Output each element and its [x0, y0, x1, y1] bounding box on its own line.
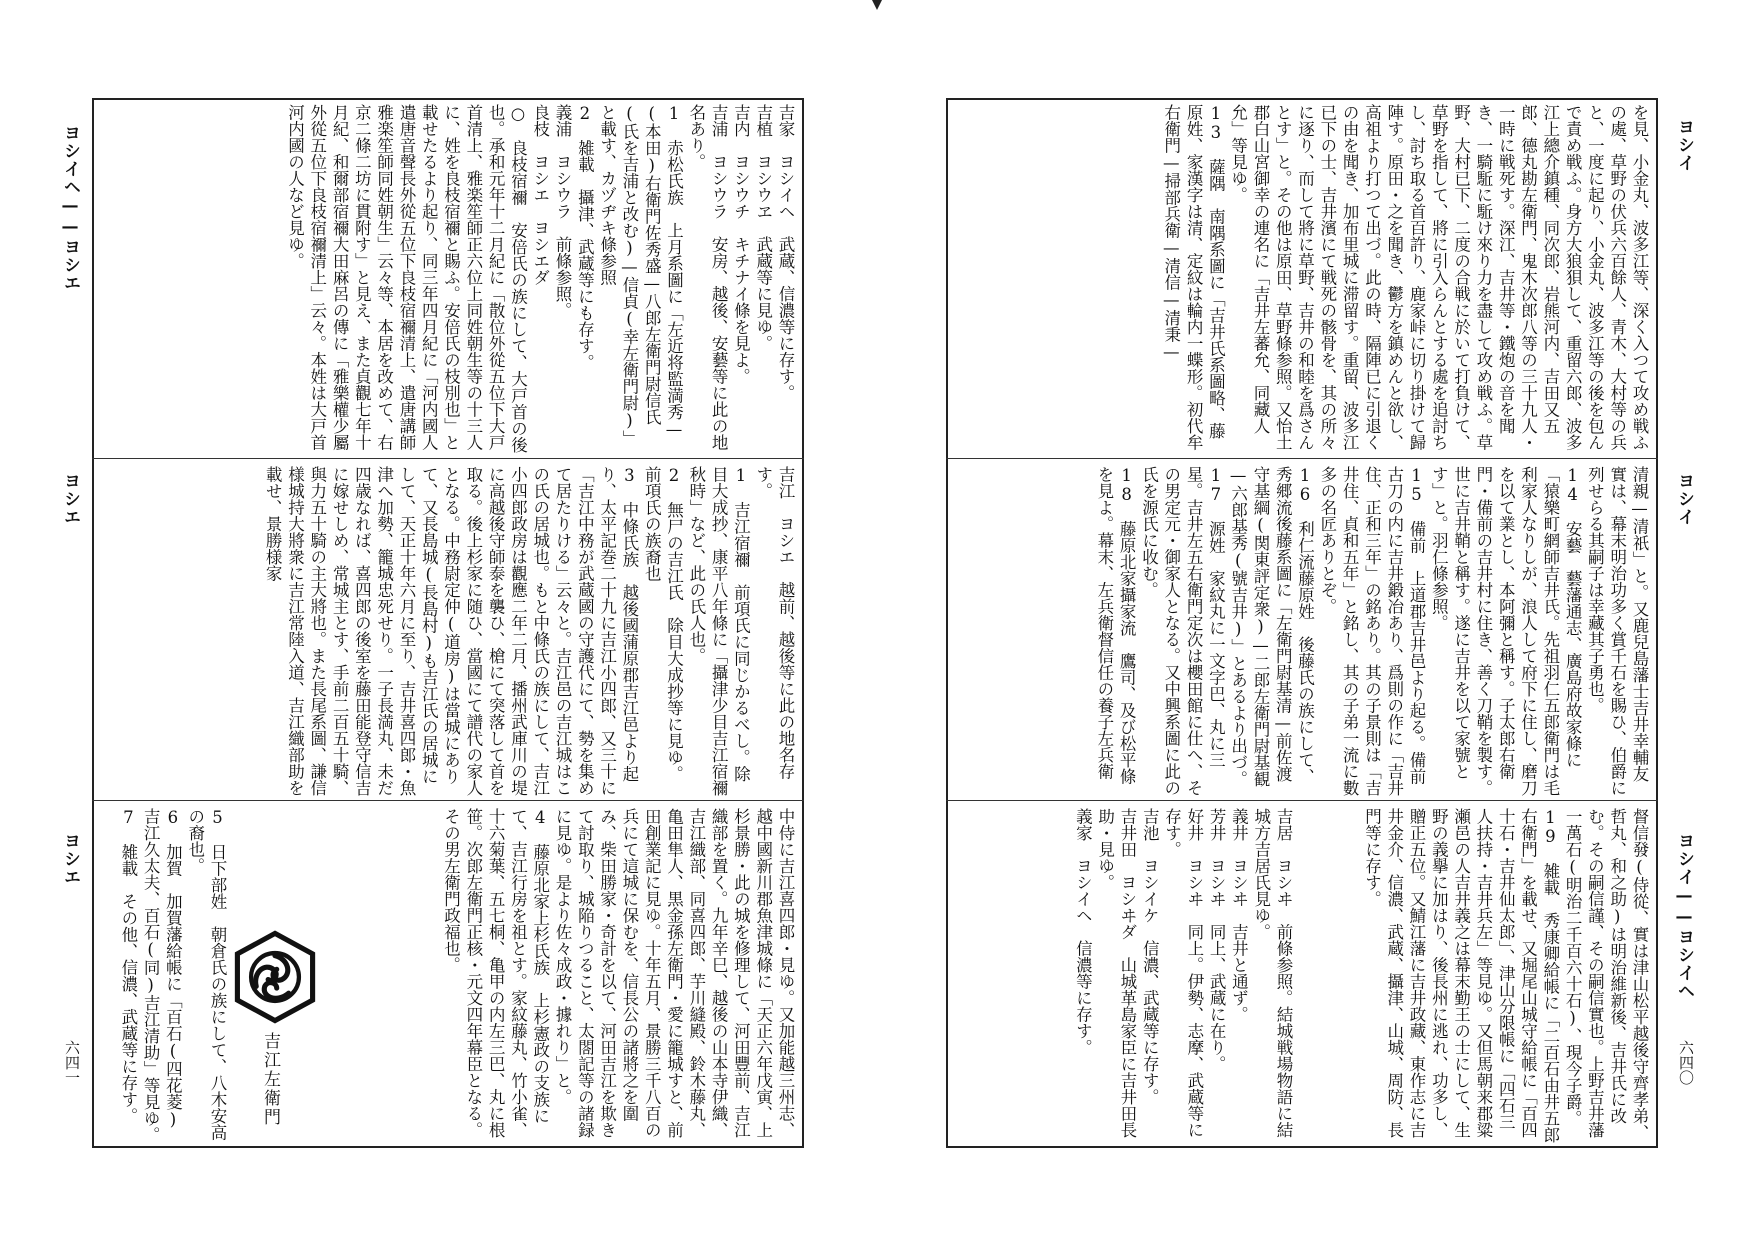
right-band-bottom-end-text: 吉居 ヨシヰ 前條参照。結城戦場物語に結城方吉居氏見ゆ。 義井 ヨシヰ 吉井と通ず。 芳井 ヨシヰ 同上、武蔵に在り。 好井 ヨシヰ 同上。伊勢、志摩、武蔵等に存す。 吉池 ヨシイケ 信濃、武蔵等に存す。 吉井田 ヨシヰダ 山城革島家臣に吉井田長助・見ゆ。 義家 ヨシイヘ 信濃等に存す。	[1073, 808, 1293, 1138]
left-running-header-top: ヨシイヘ——ヨシエ	[60, 124, 80, 292]
family-crest-icon	[232, 930, 318, 1024]
right-running-header-mid: ヨシイ	[1674, 472, 1694, 526]
right-band-bottom-text: 督信發(侍從、實は津山松平越後守齊孝弟、哲丸、和之助)は明治維新後、吉井氏に改む。その嗣信謹、その嗣信實也。上野吉井藩一萬石(明治二千百六十石)、現今子爵。 19 雑載 秀康卿給帳に「二百石由井五郎右衛門」を載せ、又堀尾山城守給帳に「百四十石・吉井仙太郎」、津山分限帳に「四石三人扶持・吉井兵左」等見ゆ。又但馬朝来郡粱瀬邑の人吉井義之は幕末勤王の士にして、生野の義擧に加はり、後長州に逃れ、功多し、贈正五位。又鯖江藩に吉井政藏、東作志に吉井金介、信濃、武蔵、攝津、山城、周防、長門等に存す。	[1362, 808, 1649, 1143]
left-band-bottom-end-text: 5 日下部姓 朝倉氏の族にして、八木安高の裔也。 6 加賀 加賀藩給帳に「百石(四花菱)吉江久太夫、百石(同)吉江清助」等見ゆ。 7 雑載 その他、信濃、武蔵等に存す。	[118, 808, 227, 1143]
left-running-header-bottom: ヨシエ	[60, 832, 80, 886]
right-running-header-top: ヨシイ	[1674, 118, 1694, 172]
right-band-divider-upper	[946, 458, 1658, 459]
right-band-mid-text: 清親—清祇」と。又鹿兒島藩士吉井幸輔友實は、幕末明治功多く賞千石を賜ひ、伯爵に列せらる其嗣子は幸藏其子勇也。 14 安藝 藝藩通志、廣島府故家條に「猿樂町網師吉井氏。先祖羽仁五郎衛門は毛利家人なりしが、浪人して府下に住し、磨刀を以て業とし、本阿彌と稱す。子太郎右衛門・備前の吉井村に住き、善く刀鞘を製す。世に吉井鞘と稱す。遂に吉井を以て家號とす」と。羽仁條参照。 15 備前 上道郡吉井邑より起る。備前古刀の内に吉井鍛冶あり、爲則の作に「吉井住、正和三年」の銘あり。其の子景則は「吉井住、貞和五年」と銘し、其の子弟一流に數多の名匠ありとぞ。 16 利仁流藤原姓 後藤氏の族にして、秀郷流後藤系圖に「左衛門尉基清—前佐渡守基綱(関東評定衆)—二郎左衛門尉基観—六郎基秀(號吉井)」とあるより出づ。 17 源姓 家紋丸に一文字巴、丸に三星。吉井左五右衛門定次は櫻田館に仕へ、その男定元・御家人となる。又中興系圖に此の氏を源氏に收む。 18 藤原北家攝家流 鷹司、及び松平條を見よ。幕末、左兵衛督信任の養子左兵衛	[1094, 466, 1649, 796]
left-band-divider-upper	[92, 458, 804, 459]
fold-mark	[872, 0, 882, 10]
right-running-header-bottom: ヨシイ——ヨシイヘ	[1674, 832, 1694, 1000]
left-running-header-mid: ヨシエ	[60, 472, 80, 526]
right-page-number: 六四〇	[1677, 1040, 1695, 1085]
left-band-mid-text: 吉江 ヨシエ 越前、越後等に此の地名存す。 1 吉江宿禰 前項氏に同じかるべし。除目大成抄、康平八年條に「攝津少目吉江宿禰秋時」など、此の氏人也。 2 無尸の吉江氏 除目大成抄等に見ゆ。前項氏の族裔也 3 中條氏族 越後國蒲原郡吉江邑より起り、太平記巻二十九に吉江小四郎、又三十に「吉江中務が武蔵國の守護代にて、勢を集めて居たりける」云々と。吉江邑の吉江城はこの氏の居城也。もと中條氏の族にして、吉江小四郎政房は觀應二年二月、播州武庫川の堤に高越後守師泰を襲ひ、槍にて突落して首を取る。後上杉家に随ひ、當國にて譜代の家人となる。中務尉定仲(道房)は當城にありて、又長島城(長島村)も吉江氏の居城にして、天正十年六月に至り、吉井喜四郎・魚津へ加勢、籠城忠死せり。一子長満丸、未だ四歳なれば、喜四郎の後室を藤田能登守信吉に嫁せしめ、常城主とす、手前二百五十騎、與力五十騎の主大將也。また長尾系圖、謙信様城持大將衆に吉江常陸入道、吉江織部助を載せ、景勝様家	[263, 466, 795, 796]
left-band-bottom-text: 中侍に吉江喜四郎・見ゆ。又加能越三州志、越中國新川郡魚津城條に「天正六年戊寅、上杉景勝・此の城を修理して、河田豐前、吉江織部を置く。九年辛巳、越後の山本寺伊織、吉江織部、同喜四郎、芋川縫殿、鈴木藤丸、亀田隼人、黒金孫左衛門・愛に籠城すと、前田創業記に見ゆ。十年五月、景勝三千八百の兵にて這城に保むを、信長公の諸將之を圍み、柴田勝家・奇計を以て、河田吉江を欺きて討取り、城陥りつること、太閤記等の諸録に見ゆ。是より佐々成政・據れり」と。 4 藤原北家上杉氏族 上杉憲政の支族にて、吉江行房を祖とす。家紋藤丸、竹小雀、十六菊葉、五七桐、亀甲の内左三巴、丸に根笹。次郎左衛門正核・元文四年幕臣となる。その男左衛門政福也。	[441, 808, 795, 1138]
right-band-divider-lower	[946, 800, 1658, 801]
right-band-top-text: を見、小金丸、波多江等、深く入つて攻め戦ふの處、草野の伏兵六百餘人、青木、大村等の兵と、一度に起り、小金丸、波多江等の後を包んで責め戦ふ。身方大狼狽して、重留六郎、波多江上總介鎮種、同次郎、岩熊河内、吉田又五郎、德丸勘左衛門、鬼木次郎八等の三十九人・一時に戦死す。深江、吉井等・鐵炮の音を聞き、一騎駈に駈け來り力を盡して攻め戦ふ。草野、大村已下、二度の合戦に於いて打負けて、草野を指して、將に引入らんとする處を追討ちし、討ち取る首百許り、鹿家峠に切り掛けて歸陣す。原田・之を聞き、鬱方を鎮めんと欲し、高祖より打つて出づ。此の時、隔陣已に引退くの由を聞き、加布里城に滞留す。重留、波多江已下の士、吉井濱にて戦死の骸骨を、其の所々に逐り、而して將に草野、吉井の和睦を爲さんとす」と。その他は原田、草野條参照。又怡土郡白山宮御幸の連名に「吉井左蕃允、同藏人允」等見ゆ。 13 薩隅 南隅系圖に「吉井氏系圖略、藤原姓、家漢字は清、定紋は輪内一蝶形。初代牟右衛門—掃部兵衛—清信—清秉—	[1161, 104, 1649, 451]
crest-caption: 吉江左衛門	[260, 1032, 280, 1127]
left-band-divider-lower	[92, 800, 804, 801]
left-page-number: 六四一	[63, 1040, 81, 1085]
left-band-top-text: 吉家 ヨシイヘ 武蔵、信濃等に存す。 吉植 ヨシウヱ 武蔵等に見ゆ。 吉内 ヨシウチ キチナイ條を見よ。 吉浦 ヨシウラ 安房、越後、安藝等に此の地名あり。 1 赤松氏族 上月系圖に「左近将監満秀—(本田)右衛門佐秀盛—八郎左衛門尉信氏(氏を吉浦と改む)—信貞(幸左衛門尉)」と載す、カヅヂキ條参照 2 雑載 攝津、武蔵等にも存す。 義浦 ヨシウラ 前條参照。 良枝 ヨシエ ヨシエダ ○ 良枝宿禰 安倍氏の族にして、大戸首の後也。承和元年十二月紀に「散位外從五位下大戸首清上、雅楽笙師正六位上同姓朝生等の十三人に、姓を良枝宿禰と賜ふ。安倍氏の枝別也」と載せたるより起り、同三年四月紀に「河内國人遣唐音聲長外從五位下良枝宿禰清上、遣唐講師雅楽笙師同姓朝生」云々等、本居を改めて、右京二條二坊に貫附す」と見え、また貞觀七年十月紀、和爾部宿禰大田麻呂の傳に「雅樂權少屬外從五位下良枝宿禰清上」云々。本姓は大戸首 河内國の人など見ゆ。	[285, 104, 795, 453]
